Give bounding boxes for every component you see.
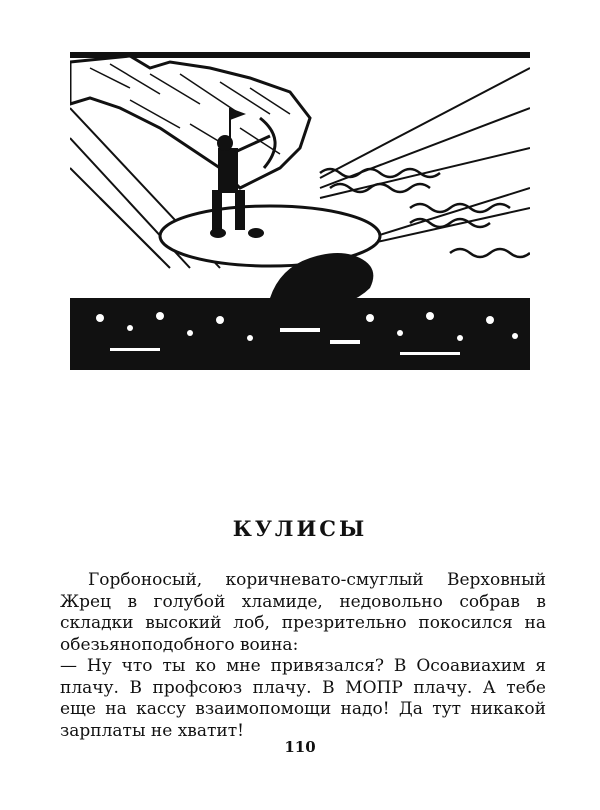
body-text <box>60 570 546 742</box>
paragraph: — Ну что ты ко мне привязался? В Осоавиахим я плачу. В профсоюз плачу. В МОПР плачу. А тебе еще на кассу взаимопомощи надо! Да тут никакой зарплаты не хватит! <box>60 656 546 741</box>
paragraph: Горбоносый, коричневато-смуглый Верховный Жрец в голубой хламиде, недовольно собрав в складки высокий лоб, презрительно покосился на обезьяноподобного воина: <box>60 570 546 655</box>
woodcut-illustration <box>70 48 530 370</box>
page-number: 110 <box>284 738 316 756</box>
woodcut-archer-illustration-icon <box>70 48 530 370</box>
chapter-title: КУЛИСЫ <box>232 516 368 541</box>
